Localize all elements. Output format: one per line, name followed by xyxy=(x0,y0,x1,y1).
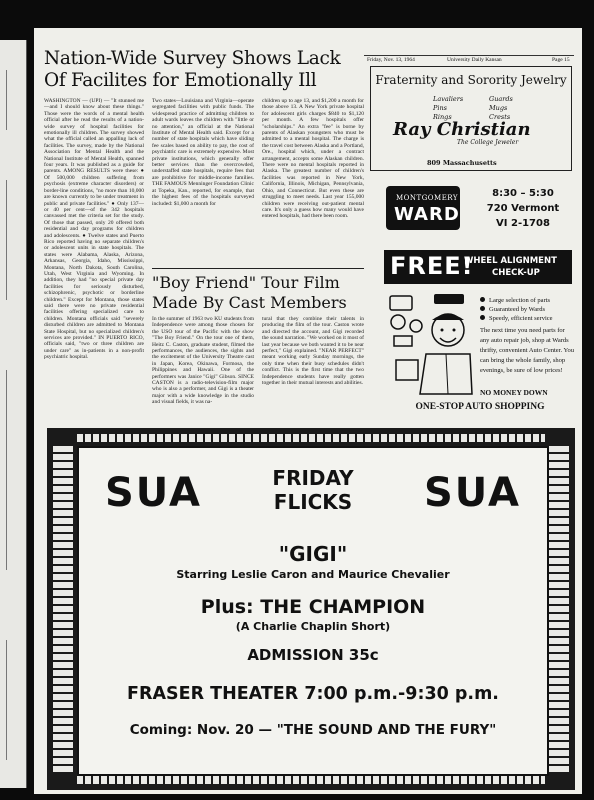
sua-ad-panel xyxy=(77,446,549,776)
masthead-page: Page 15 xyxy=(552,57,570,63)
jeweler-tagline: The College Jeweler xyxy=(457,139,519,146)
ward-hours-block xyxy=(478,186,568,231)
ward-logo xyxy=(386,186,460,230)
bullet-icon xyxy=(480,315,485,320)
ward-features xyxy=(480,296,574,323)
free-banner xyxy=(384,250,572,284)
film-title-gigi: "GIGI" xyxy=(278,542,348,566)
jewelry-ad xyxy=(370,66,572,171)
film-strip-top xyxy=(77,434,545,442)
sua-right-logo: SUA xyxy=(423,470,521,516)
masthead-paper: University Daily Kansan xyxy=(447,57,502,63)
film-strip-bottom xyxy=(77,776,545,784)
article-column-2: Two states—Louisiana and Virginia—operate segregated facilities with public funds. The widespread practice of admitting children to adult wards leaves the children with "little or no attention," an official at the National Institute of Mental Health said. Except for a number of state hospitals which have sliding fee scales based on ability to pay, the cost of psychiatric care is extremely expensive. Most private institutions, which generally offer better services than the overcrowded, understaffed state hospitals, require fees that are prohibitive for middle-income families. THE FAMOUS Menninger Foundation Clinic at Topeka, Kan., reported, for example, that the highest fees of the hospitals surveyed included: $1,000 a month for xyxy=(152,98,254,207)
article2-column-2: tural that they combine their talents in producing the film of the tour. Caston wrote and directed the account, and Gigi recorded the sound narration. "We worked on it most of last year because we both wanted it to be near perfect," Gigi explained. "NEAR PERFECT" meant working early Sunday mornings, the only time when their busy schedules didn't conflict. This is the first time that the two Independence students have really gotten together in their mutual interests and abilities. xyxy=(262,316,364,387)
offer-line-1: WHEEL ALIGNMENT xyxy=(464,256,557,266)
no-money-down: NO MONEY DOWN xyxy=(480,388,548,397)
flicks-label: FLICKS xyxy=(273,490,353,514)
bullet-icon xyxy=(480,306,485,311)
film-strip-right xyxy=(549,446,569,772)
ward-hours: 8:30 – 5:30 xyxy=(492,188,554,199)
jewelry-item: Pins xyxy=(433,104,447,112)
feature-item xyxy=(480,305,574,314)
article-column-1: WASHINGTON — (UPI) — "It stunned me—and I should know about these things." Those were the words of a mental health official after he read the results of a nation-wide survey of hospital facilities for emotionally ill children. The survey showed what the official called an appalling lack of facilities. The survey, made by the National Association for Mental Health and the National Institute of Mental Health, spanned four years. It was published as a guide for parents. AMONG RESULTS were these: ● Of 500,000 children suffering from psychosis (extreme character disorders) or border-line conditions, "no more than 10,000 are known currently to be under treatment in public and private facilities." ● Only 137—or 40 per cent—of the 342 hospitals canvassed met the criteria set for the study. Of those that passed, only 20 offered both residential and day programs for children and adolescents. ● Twelve states and Puerto Rico reported having no separate children's or adolescent units in state hospitals. The states were Alabama, Alaska, Arizona, Arkansas, Georgia, Idaho, Mississippi, Montana, North Dakota, South Carolina, Utah, West Virginia and Wyoming. In addition, they had "no special private day facilities for seriously disturbed, schizophrenic, psychotic or borderline children." Except for Montana, those states said there were no private residential facilities offering specialized care to children. Montana officials said "severely disturbed children are admitted to Montana State Hospital, but no specialized children's services are provided." IN PUERTO RICO, officials said, "two or three children are under care" as in-patients in a non-profit psychiatric hospital. xyxy=(44,98,144,361)
jewelry-item: Guards xyxy=(489,95,513,103)
free-label: FREE! xyxy=(390,252,474,280)
adjacent-page-strip xyxy=(0,40,27,788)
article2-column-1: In the summer of 1963 two KU students from Independence were among those chosen for the USO tour of the Pacific with the show "The Boy Friend." On the tour one of them, Heitz C. Caston, graduate student, filmed the performances, the audiences, the sights and the excitement of the University Theatre cast in Japan, Korea, Okinawa, Formosa, the Philippines and Hawaii. One of the performers was Janice "Gigi" Gibson. SINCE CASTON is a radio-television-film major who is also a performer, and Gigi is a theater major with a wide knowledge in the studio and visual fields, it was na- xyxy=(152,316,254,406)
ward-phone: VI 2-1708 xyxy=(496,218,550,229)
article-headline: Nation-Wide Survey Shows Lack Of Facilites for Emotionally Ill xyxy=(44,48,341,91)
sua-ad xyxy=(47,428,575,790)
coming-attraction: Coming: Nov. 20 — "THE SOUND AND THE FURY" xyxy=(129,722,497,738)
jewelry-item: Rings xyxy=(433,113,452,121)
one-stop-tagline: ONE-STOP AUTO SHOPPING xyxy=(415,402,545,412)
jeweler-address: 809 Massachusetts xyxy=(427,159,497,167)
jewelry-item: Lavaliers xyxy=(433,95,464,103)
admission-price: ADMISSION 35c xyxy=(247,646,379,664)
second-feature: Plus: THE CHAMPION xyxy=(200,596,426,618)
bullet-icon xyxy=(480,297,485,302)
feature-text: Speedy, efficient service xyxy=(489,315,553,322)
ward-logo-main: WARD xyxy=(394,204,460,225)
masthead-date: Friday, Nov. 13, 1964 xyxy=(367,57,415,63)
ward-description: The next time you need parts for any auto repair job, shop at Wards thrifty, convenient Auto Center. You can bring the whole family, shop evenings, be sure of low prices! xyxy=(480,327,575,374)
sua-left-logo: SUA xyxy=(105,470,203,516)
feature-item xyxy=(480,314,574,323)
masthead-rule xyxy=(364,55,574,56)
ward-logo-top: MONTGOMERY xyxy=(396,194,458,202)
feature-text: Guaranteed by Wards xyxy=(489,306,546,313)
short-note: (A Charlie Chaplin Short) xyxy=(235,620,391,633)
article-column-3: children up to age 13, and $1,200 a month for those above 13. A New York private hospital for adolescent girls charges $840 to $1,120 per month. A few hospitals offer "scholarships." An extra "fee" is borne by parents of Alaskan youngsters who must be admitted to a mental hospital. The charge is the travel cost between Alaska and a Portland, Ore., hospital which, under a contract arrangement, accepts some Alaskan children. There were no mental hospitals reported in Alaska. The greatest number of children's facilities was reported in New York, California, Illinois, Michigan, Pennsylvania, Ohio, and Connecticut. But even these are struggling to meet needs. Last year 155,000 children were receiving out-patient mental care. It's only a guess how many would have entered hospitals, had there been room. xyxy=(262,98,364,220)
feature-item xyxy=(480,296,574,305)
jewelry-item: Crests xyxy=(489,113,511,121)
feature-text: Large selection of parts xyxy=(489,297,551,304)
mechanic-illustration xyxy=(386,290,474,398)
jewelry-item: Mugs xyxy=(489,104,508,112)
offer-line-2: CHECK-UP xyxy=(492,268,540,278)
ward-street: 720 Vermont xyxy=(486,203,560,214)
film-stars: Starring Leslie Caron and Maurice Chevalier xyxy=(176,568,450,581)
venue-times: FRASER THEATER 7:00 p.m.-9:30 p.m. xyxy=(127,684,499,704)
article2-headline: "Boy Friend" Tour Film Made By Cast Members xyxy=(152,268,364,313)
jewelry-ad-title: Fraternity and Sorority Jewelry xyxy=(375,73,567,87)
friday-label: FRIDAY xyxy=(272,466,354,490)
film-strip-left xyxy=(53,446,73,772)
jeweler-logo: Ray Christian xyxy=(393,119,531,140)
